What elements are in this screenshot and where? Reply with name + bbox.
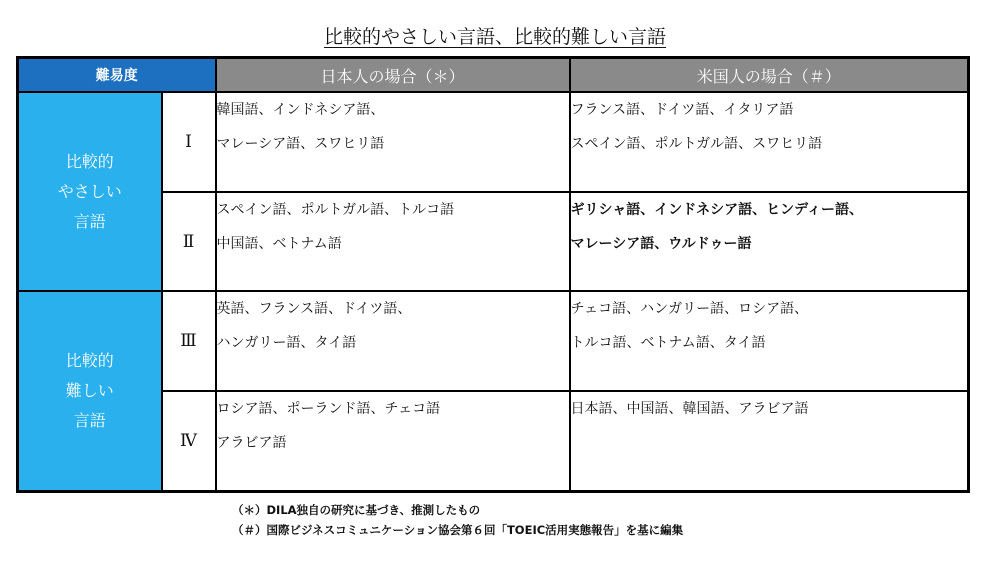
table-row [18, 92, 969, 192]
difficulty-header: 難易度 [18, 58, 216, 93]
cell-line: ハンガリー語、タイ語 [216, 335, 357, 352]
language-difficulty-table [16, 56, 970, 493]
cell-line: ロシア語、ポーランド語、チェコ語 [216, 401, 441, 418]
table-row [18, 291, 969, 391]
group-hard-line: 言語 [73, 411, 106, 431]
american-header: 米国人の場合（＃） [570, 58, 969, 93]
american-cell [570, 291, 969, 391]
level-cell: Ⅱ [162, 192, 216, 292]
japanese-header: 日本人の場合（＊） [216, 58, 570, 93]
japanese-cell [216, 391, 570, 491]
japanese-cell [216, 291, 570, 391]
cell-line: フランス語、ドイツ語、イタリア語 [570, 102, 794, 118]
header-row [18, 58, 969, 93]
cell-line: マレーシア語、スワヒリ語 [216, 136, 385, 152]
level-cell: Ⅲ [162, 291, 216, 391]
footnote-japanese: （＊）DILA独自の研究に基づき、推測したもの [232, 503, 481, 517]
group-easy [18, 92, 162, 291]
american-cell [570, 391, 969, 491]
level-cell: Ⅰ [162, 92, 216, 192]
japanese-cell [216, 192, 570, 292]
cell-line: 中国語、ベトナム語 [216, 235, 342, 252]
footnotes [232, 500, 683, 540]
american-cell [570, 192, 969, 292]
cell-line: ギリシャ語、インドネシア語、ヒンディー語、 [570, 201, 863, 218]
group-hard-line: 比較的 [65, 351, 114, 371]
cell-line: アラビア語 [216, 435, 287, 452]
cell-line: 英語、フランス語、ドイツ語、 [216, 301, 412, 318]
group-hard [18, 291, 162, 491]
group-easy-line: 言語 [73, 211, 106, 231]
cell-line: チェコ語、ハンガリー語、ロシア語、 [570, 301, 809, 318]
footnote-american: （＃）国際ビジネスコミュニケーション協会第６回「TOEIC活用実態報告」を基に編集 [232, 523, 684, 537]
group-hard-line: 難しい [65, 381, 114, 401]
level-cell: Ⅳ [162, 391, 216, 491]
cell-line: トルコ語、ベトナム語、タイ語 [570, 335, 766, 352]
group-easy-line: 比較的 [65, 151, 114, 171]
cell-line: スペイン語、ポルトガル語、トルコ語 [216, 201, 455, 218]
cell-line: 韓国語、インドネシア語、 [216, 102, 385, 118]
japanese-cell [216, 92, 570, 192]
american-cell [570, 92, 969, 192]
cell-line: マレーシア語、ウルドゥー語 [570, 235, 752, 252]
cell-line: 日本語、中国語、韓国語、アラビア語 [570, 401, 809, 418]
group-easy-line: やさしい [57, 181, 122, 201]
page-title: 比較的やさしい言語、比較的難しい言語 [323, 26, 666, 48]
cell-line: スペイン語、ポルトガル語、スワヒリ語 [570, 136, 823, 152]
